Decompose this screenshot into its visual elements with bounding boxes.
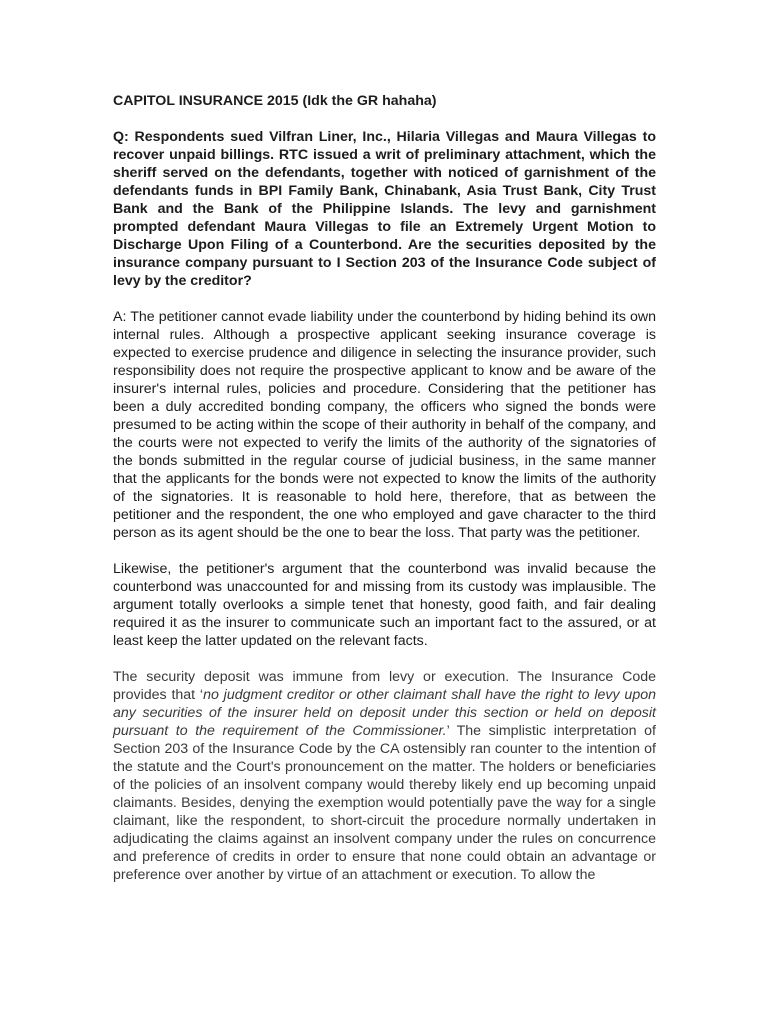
answer-3-intro: The security deposit was immune from levy or execution. The Insurance Code provides that ‘ — [113, 669, 656, 703]
document-title: CAPITOL INSURANCE 2015 (Idk the GR hahaha) — [113, 93, 437, 109]
document-page — [113, 92, 656, 902]
answer-paragraph-2: Likewise, the petitioner's argument that the counterbond was invalid because the counterbond was unaccounted for and missing from its custody was implausible. The argument totally overlooks a simple tenet that honesty, good faith, and fair dealing required it as the insurer to communicate such an important fact to the assured, or at least keep the latter updated on the relevant facts. — [113, 561, 656, 649]
answer-paragraph-3 — [113, 668, 656, 884]
insurance-code-quote: no judgment creditor or other claimant shall have the right to levy upon any securities of the insurer held on deposit under this section or held on deposit pursuant to the requirement of the Commissioner. — [113, 687, 656, 739]
answer-paragraph-1: A: The petitioner cannot evade liability under the counterbond by hiding behind its own internal rules. Although a prospective applicant seeking insurance coverage is expected to exercise prudence and diligence in selecting the insurance provider, such responsibility does not require the prospective applicant to know and be aware of the insurer's internal rules, policies and procedure. Considering that the petitioner has been a duly accredited bonding company, the officers who signed the bonds were presumed to be acting within the scope of their authority in behalf of the company, and the courts were not expected to verify the limits of the authority of the signatories of the bonds submitted in the regular course of judicial business, in the same manner that the applicants for the bonds were not expected to know the limits of the authority of the signatories. It is reasonable to hold here, therefore, that as between the petitioner and the respondent, the one who employed and gave character to the third person as its agent should be the one to bear the loss. That party was the petitioner. — [113, 309, 656, 541]
question-paragraph: Q: Respondents sued Vilfran Liner, Inc., Hilaria Villegas and Maura Villegas to recover unpaid billings. RTC issued a writ of preliminary attachment, which the sheriff served on the defendants, together with noticed of garnishment of the defendants funds in BPI Family Bank, Chinabank, Asia Trust Bank, City Trust Bank and the Bank of the Philippine Islands. The levy and garnishment prompted defendant Maura Villegas to file an Extremely Urgent Motion to Discharge Upon Filing of a Counterbond. Are the securities deposited by the insurance company pursuant to I Section 203 of the Insurance Code subject of levy by the creditor? — [113, 129, 656, 289]
answer-3-rest: ’ The simplistic interpretation of Section 203 of the Insurance Code by the CA ostensibly ran counter to the intention of the statute and the Court's pronouncement on the matter. The holders or beneficiaries of the policies of an insolvent company would thereby likely end up becoming unpaid claimants. Besides, denying the exemption would potentially pave the way for a single claimant, like the respondent, to short-circuit the procedure normally undertaken in adjudicating the claims against an insolvent company under the rules on concurrence and preference of credits in order to ensure that none could obtain an advantage or preference over another by virtue of an attachment or execution. To allow the — [113, 723, 656, 883]
